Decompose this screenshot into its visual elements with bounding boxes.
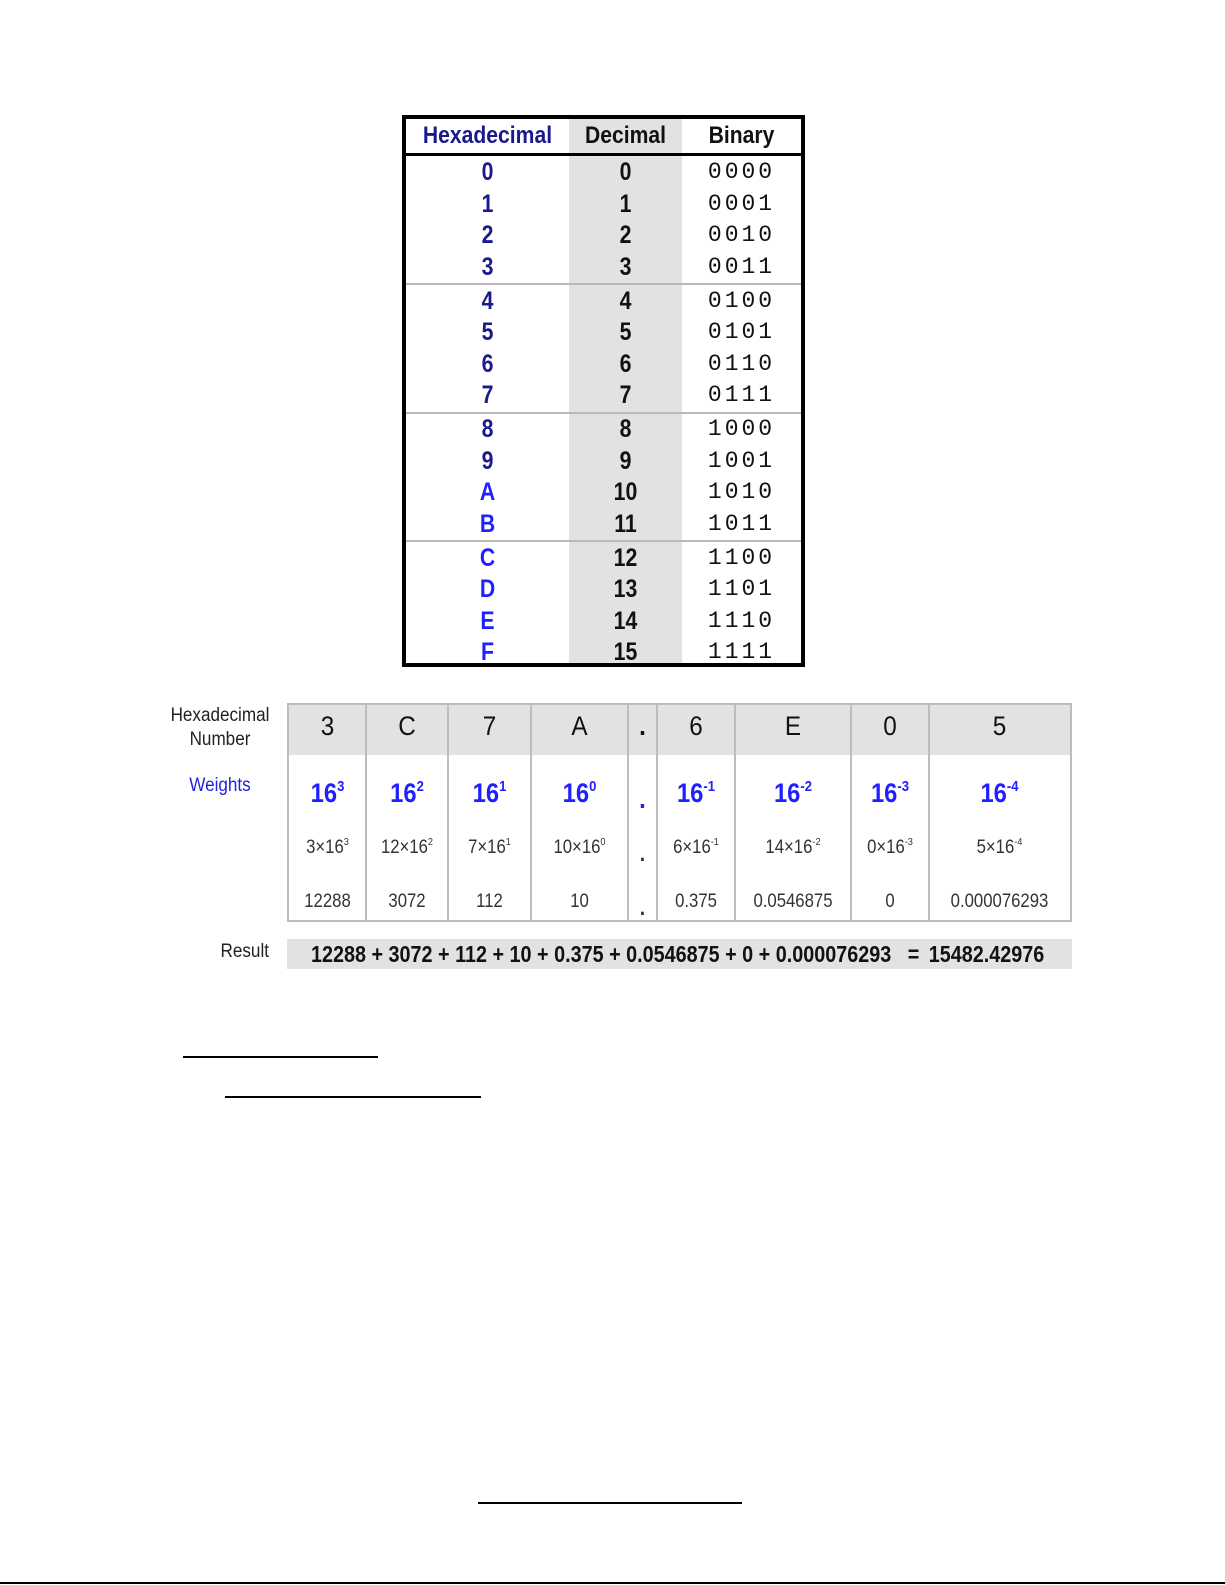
hex-digit: . xyxy=(639,711,646,741)
hex-digit: A xyxy=(571,711,588,741)
product-term-exponent: -1 xyxy=(710,837,719,849)
cell-hex: 6 xyxy=(481,349,494,378)
product-term-base: 0×16 xyxy=(867,837,905,858)
cell-hex: 4 xyxy=(481,286,494,315)
product-term xyxy=(371,835,443,861)
cell-hex: 7 xyxy=(481,381,494,409)
cell-dec: 15 xyxy=(613,638,638,666)
hex-digit: 7 xyxy=(482,711,497,741)
term-value: 12288 xyxy=(304,891,351,912)
product-term-exponent: 3 xyxy=(343,837,349,849)
weight-exponent: -1 xyxy=(703,778,716,795)
hex-digit: C xyxy=(398,711,416,741)
cell-dec: 10 xyxy=(613,478,638,506)
result-sum: 15482.42976 xyxy=(928,941,1044,967)
weight-exponent: -3 xyxy=(897,778,910,795)
digit-column xyxy=(366,705,448,920)
weight xyxy=(371,775,443,811)
cell-hex: A xyxy=(479,478,496,506)
hex-digit: 3 xyxy=(320,711,335,741)
product-term xyxy=(537,835,622,861)
digit-column xyxy=(735,705,851,920)
underline-rule xyxy=(183,1056,378,1058)
weight-exponent: 2 xyxy=(416,778,424,795)
cell-dec: 4 xyxy=(619,286,632,315)
weight xyxy=(453,775,526,811)
product-term-exponent: -2 xyxy=(812,837,821,849)
product-term-base: 7×16 xyxy=(468,837,506,858)
term-value: . xyxy=(639,895,646,920)
product-term-exponent: 0 xyxy=(600,837,606,849)
term-value: 10 xyxy=(570,891,589,912)
term-value: 0.0546875 xyxy=(753,891,833,912)
result-expression: 12288 + 3072 + 112 + 10 + 0.375 + 0.0546875 + 0 + 0.000076293 = xyxy=(311,941,920,967)
cell-bin: 1101 xyxy=(707,576,776,602)
term-value: 3072 xyxy=(388,891,426,912)
product-term xyxy=(937,835,1061,861)
cell-dec: 0 xyxy=(619,158,632,186)
cell-hex: C xyxy=(479,543,496,572)
cell-bin: 0110 xyxy=(707,350,776,377)
product-term-exponent: 2 xyxy=(427,837,434,849)
cell-hex: F xyxy=(481,638,494,666)
weight-base: 16 xyxy=(773,778,801,808)
weight-exponent: -2 xyxy=(800,778,813,795)
cell-hex: B xyxy=(479,509,496,538)
digit-column xyxy=(851,705,929,920)
cell-bin: 0010 xyxy=(707,222,776,248)
product-term xyxy=(742,835,844,861)
weight-base: 16 xyxy=(310,778,338,808)
digit-column xyxy=(289,705,366,920)
header-hexadecimal: Hexadecimal xyxy=(422,122,553,149)
weight xyxy=(937,775,1061,811)
radix-point-column xyxy=(628,705,657,920)
weight xyxy=(630,781,656,817)
weight xyxy=(294,775,362,811)
header-decimal: Decimal xyxy=(584,122,667,149)
cell-dec: 11 xyxy=(614,509,637,538)
cell-dec: 12 xyxy=(613,543,638,572)
hex-digit: 5 xyxy=(992,711,1007,741)
weight xyxy=(742,775,844,811)
product-term xyxy=(630,841,656,867)
result-label: Result xyxy=(220,941,269,962)
product-term-base: . xyxy=(639,841,646,866)
cell-hex: 5 xyxy=(481,318,494,346)
term-value: 0.000076293 xyxy=(950,891,1049,912)
product-term xyxy=(294,835,362,861)
product-term-base: 10×16 xyxy=(553,837,601,858)
cell-bin: 1110 xyxy=(707,607,776,634)
cell-dec: 5 xyxy=(619,318,632,346)
cell-dec: 8 xyxy=(619,415,632,443)
hex-digit: 0 xyxy=(883,711,897,741)
cell-hex: 0 xyxy=(481,158,494,186)
weight-exponent: 0 xyxy=(589,778,597,795)
cell-bin: 1111 xyxy=(707,639,776,665)
hex-conversion-table xyxy=(402,115,805,667)
header-binary: Binary xyxy=(708,122,775,149)
weight xyxy=(662,775,731,811)
term-value: 0.375 xyxy=(675,891,717,912)
hex-digit: 6 xyxy=(689,711,703,741)
cell-bin: 0000 xyxy=(707,159,776,185)
product-term-base: 3×16 xyxy=(306,837,344,858)
result-bar xyxy=(287,939,1072,969)
cell-dec: 7 xyxy=(619,381,632,409)
digit-column xyxy=(531,705,628,920)
cell-bin: 0001 xyxy=(707,190,776,217)
weight-base: 16 xyxy=(472,778,500,808)
cell-hex: 1 xyxy=(481,189,494,218)
digit-column xyxy=(448,705,531,920)
product-term-base: 12×16 xyxy=(380,837,428,858)
product-term xyxy=(453,835,526,861)
underline-rule xyxy=(478,1502,742,1504)
weight xyxy=(537,775,622,811)
weights-label: Weights xyxy=(189,775,251,796)
product-term xyxy=(662,835,731,861)
cell-bin: 0011 xyxy=(707,253,776,280)
cell-hex: 2 xyxy=(481,221,494,249)
weight-base: . xyxy=(639,784,646,814)
cell-dec: 6 xyxy=(619,349,632,378)
cell-dec: 13 xyxy=(613,575,638,603)
cell-bin: 1100 xyxy=(707,544,776,571)
weight xyxy=(856,775,925,811)
cell-dec: 1 xyxy=(619,189,632,218)
weight-base: 16 xyxy=(676,778,704,808)
weight-base: 16 xyxy=(870,778,898,808)
weight-base: 16 xyxy=(980,778,1007,808)
cell-bin: 1010 xyxy=(707,479,776,505)
product-term-base: 14×16 xyxy=(765,837,813,858)
cell-hex: 3 xyxy=(481,252,494,281)
cell-hex: D xyxy=(479,575,496,603)
weight-base: 16 xyxy=(390,778,417,808)
cell-bin: 1000 xyxy=(707,416,776,442)
digit-column xyxy=(657,705,735,920)
product-term-exponent: 1 xyxy=(505,837,511,849)
hex-digit: E xyxy=(784,711,802,741)
underline-rule xyxy=(225,1096,481,1098)
cell-dec: 2 xyxy=(619,221,632,249)
cell-hex: E xyxy=(480,606,495,635)
cell-bin: 1001 xyxy=(707,447,776,474)
term-value: 0 xyxy=(885,891,895,912)
page-bottom-rule xyxy=(0,1582,1225,1584)
weight-exponent: 3 xyxy=(337,778,345,795)
product-term-exponent: -4 xyxy=(1014,837,1023,849)
digit-column xyxy=(929,705,1070,920)
weight-exponent: 1 xyxy=(499,778,507,795)
cell-bin: 0111 xyxy=(707,382,776,408)
product-term-base: 5×16 xyxy=(976,837,1015,858)
cell-hex: 9 xyxy=(481,446,494,475)
product-term xyxy=(856,835,925,861)
cell-bin: 1011 xyxy=(707,510,776,537)
weight-exponent: -4 xyxy=(1006,778,1019,795)
cell-dec: 14 xyxy=(613,606,638,635)
product-term-exponent: -3 xyxy=(904,837,913,849)
cell-bin: 0100 xyxy=(707,287,776,314)
cell-dec: 9 xyxy=(619,446,632,475)
cell-dec: 3 xyxy=(619,252,632,281)
term-value: 112 xyxy=(476,891,503,912)
product-term-base: 6×16 xyxy=(673,837,711,858)
hexadecimal-number-label: Hexadecimal Number xyxy=(170,705,270,750)
weight-base: 16 xyxy=(562,778,590,808)
cell-hex: 8 xyxy=(481,415,494,443)
weights-grid xyxy=(287,703,1072,922)
cell-bin: 0101 xyxy=(707,319,776,345)
